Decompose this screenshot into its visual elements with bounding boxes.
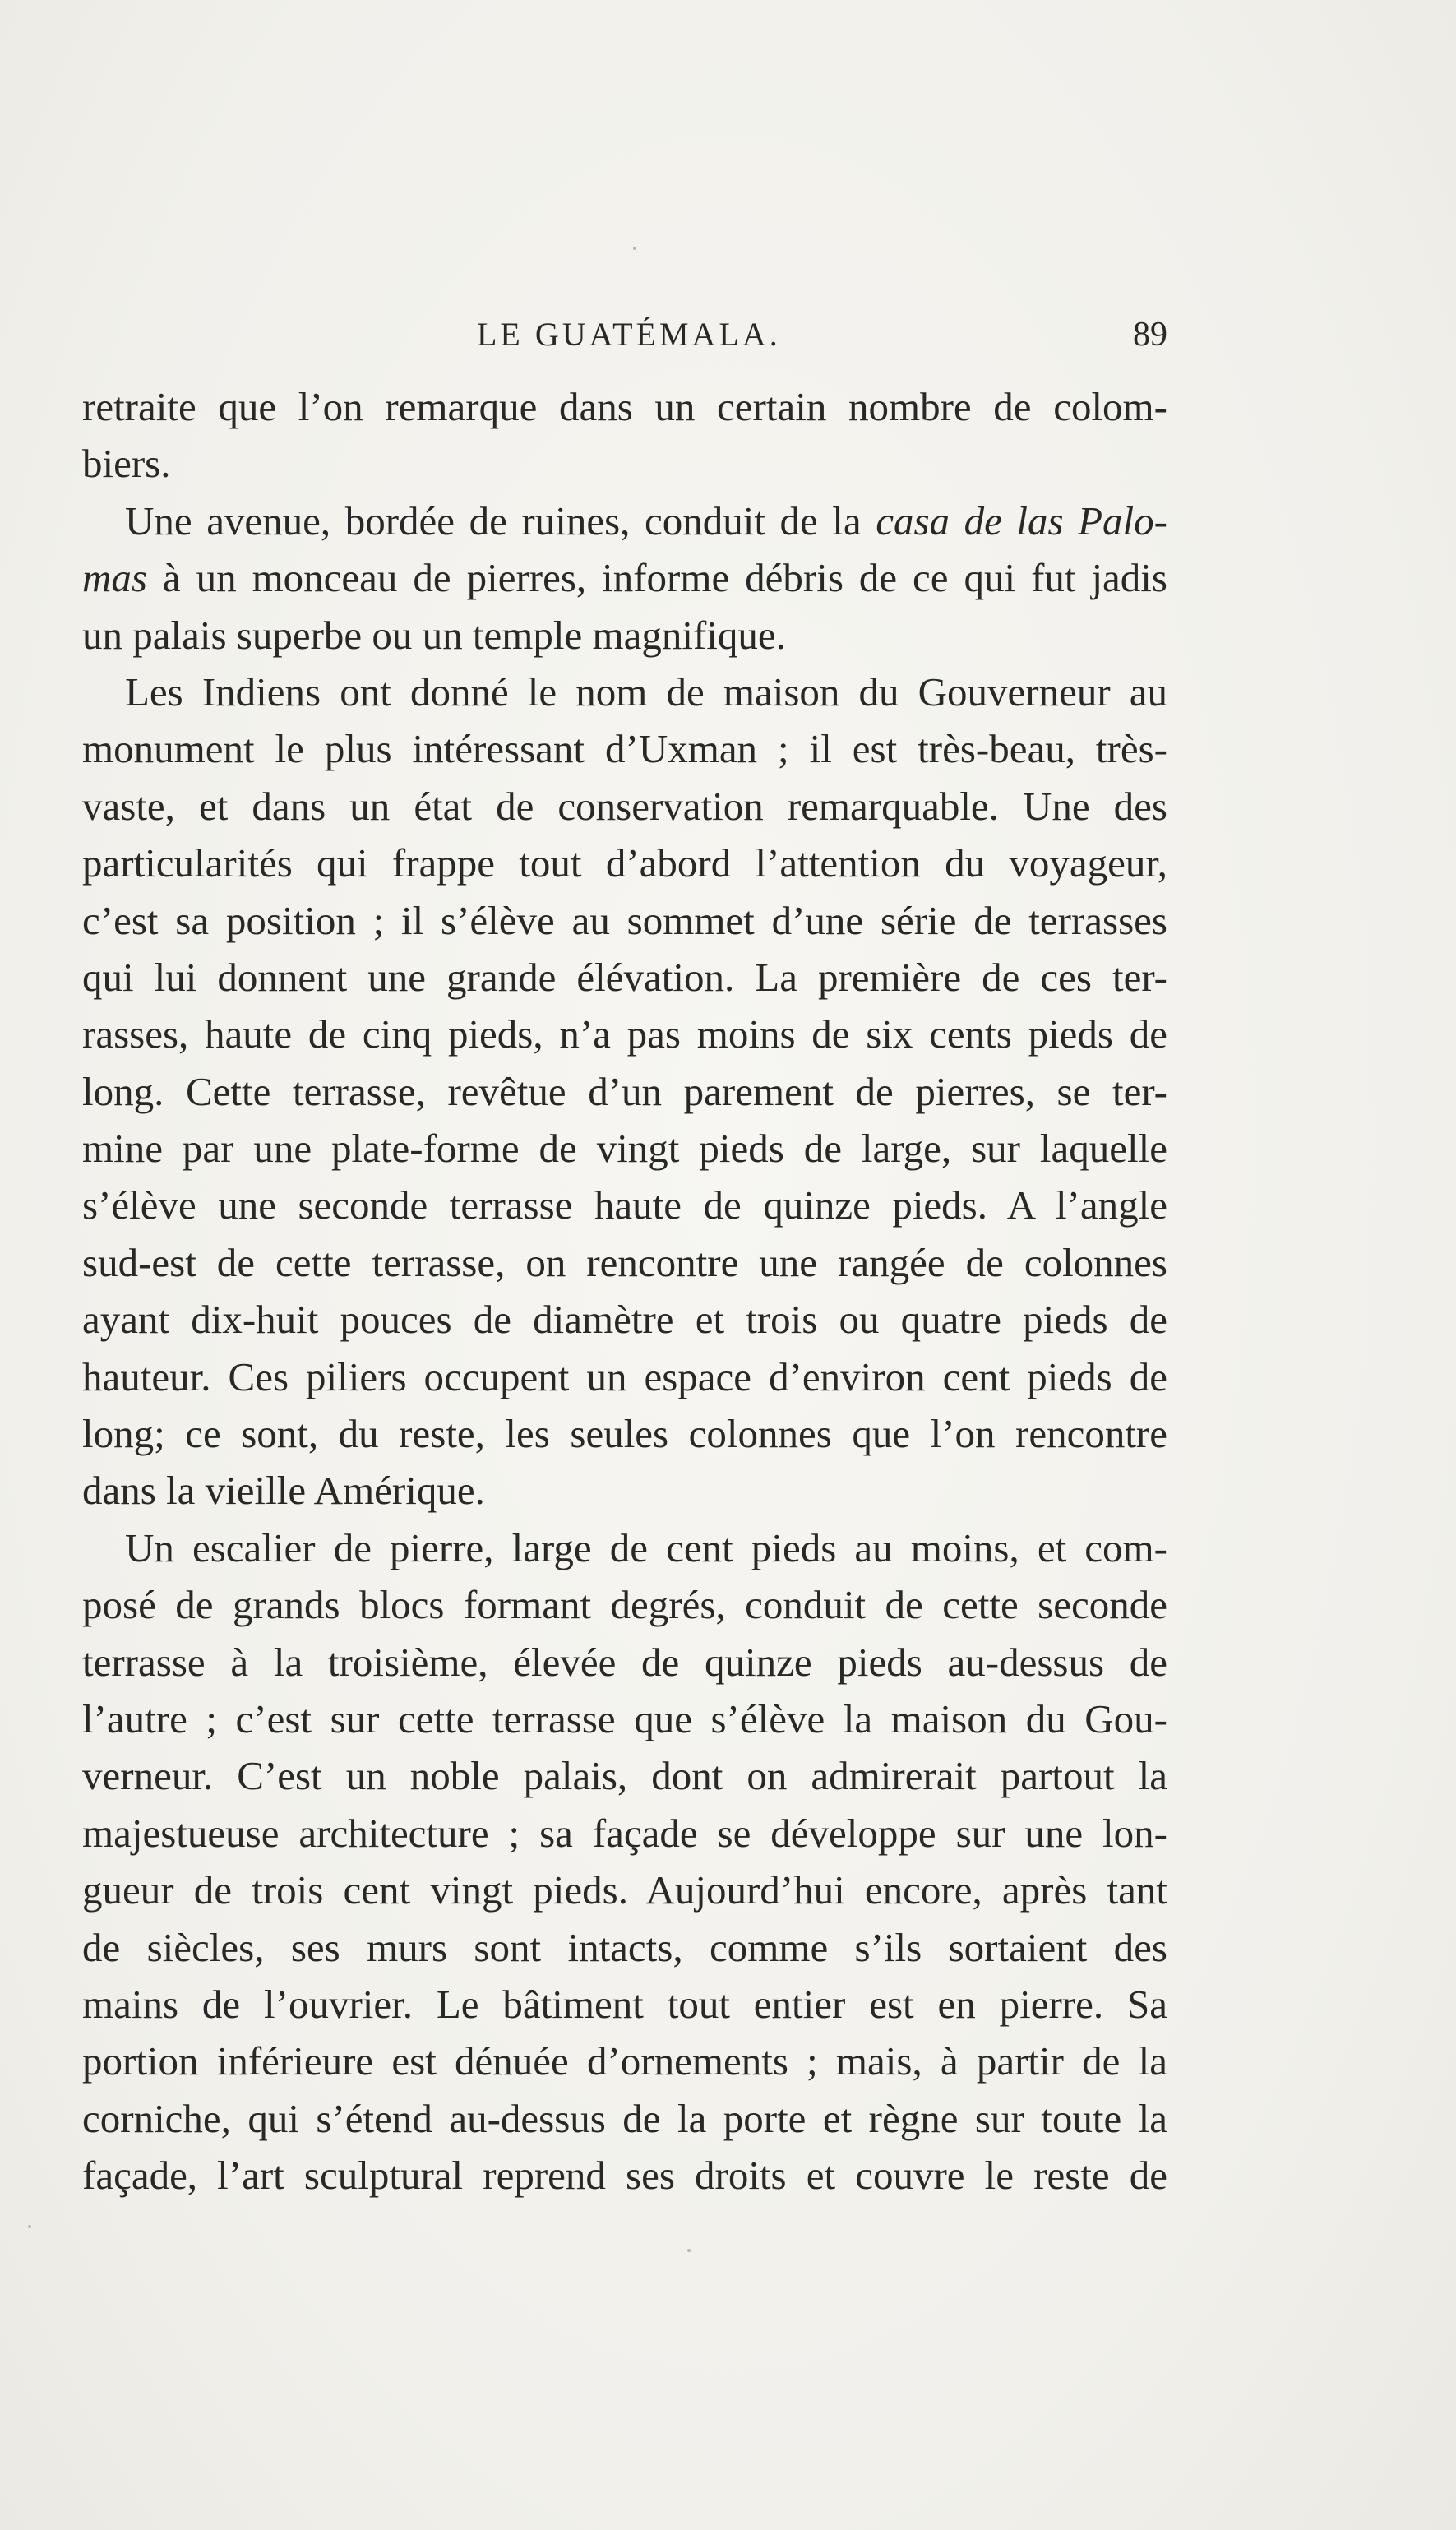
text-line: Les Indiens ont donné le nom de maison du Gouverneur au: [125, 668, 1167, 715]
text-line: c’est sa position ; il s’élève au sommet d’une série de terrasses: [82, 897, 1167, 943]
running-head: [82, 306, 1167, 363]
text-segment: Une avenue, bordée de ruines, conduit de la: [125, 497, 876, 543]
text-line: façade, l’art sculptural reprend ses droits et couvre le reste de: [82, 2153, 1167, 2199]
text-line: dans la vieille Amérique.: [82, 1468, 485, 1514]
text-line: Un escalier de pierre, large de cent pieds au moins, et com-: [125, 1524, 1167, 1570]
text-line: biers.: [82, 441, 171, 487]
text-line: sud-est de cette terrasse, on rencontre une rangée de colonnes: [82, 1239, 1167, 1285]
text-segment: à un monceau de pierres, informe débris de ce qui fut jadis: [146, 555, 1167, 601]
text-line: portion inférieure est dénuée d’ornements ; mais, à partir de la: [82, 2038, 1167, 2084]
text-line: [82, 549, 1167, 606]
text-line: posé de grands blocs formant degrés, conduit de cette seconde: [82, 1582, 1167, 1628]
paper-speck: [687, 2249, 691, 2252]
text-line: vaste, et dans un état de conservation remarquable. Une des: [82, 783, 1167, 829]
text-line: mine par une plate-forme de vingt pieds de large, sur laquelle: [82, 1126, 1167, 1172]
text-line: rasses, haute de cinq pieds, n’a pas moins de six cents pieds de: [82, 1011, 1167, 1057]
running-title: LE GUATÉMALA.: [477, 316, 781, 353]
text-line: majestueuse architecture ; sa façade se développe sur une lon-: [82, 1810, 1167, 1856]
paper-speck: [28, 2225, 31, 2228]
text-line: gueur de trois cent vingt pieds. Aujourd’hui encore, après tant: [82, 1867, 1167, 1913]
text-line: verneur. C’est un noble palais, dont on admirerait partout la: [82, 1753, 1167, 1799]
page-number: 89: [1133, 316, 1167, 354]
text-line: un palais superbe ou un temple magnifique.: [82, 612, 786, 658]
text-line: qui lui donnent une grande élévation. La première de ces ter-: [82, 954, 1167, 1000]
italic-place-name-end: mas: [82, 555, 147, 601]
text-line: hauteur. Ces piliers occupent un espace d’environ cent pieds de: [82, 1353, 1167, 1399]
text-line: long; ce sont, du reste, les seules colonnes que l’on rencontre: [82, 1411, 1167, 1457]
text-line: l’autre ; c’est sur cette terrasse que s’élève la maison du Gou-: [82, 1695, 1167, 1741]
paper-speck: [633, 247, 636, 250]
body-text: [82, 378, 1167, 2204]
text-line: corniche, qui s’étend au-dessus de la porte et règne sur toute la: [82, 2095, 1167, 2141]
text-line: mains de l’ouvrier. Le bâtiment tout entier est en pierre. Sa: [82, 1981, 1167, 2027]
text-line: [82, 493, 1167, 549]
italic-place-name: casa de las Palo-: [876, 497, 1167, 543]
text-line: terrasse à la troisième, élevée de quinze pieds au-dessus de: [82, 1639, 1167, 1685]
text-line: monument le plus intéressant d’Uxman ; il est très-beau, très-: [82, 726, 1167, 772]
text-line: long. Cette terrasse, revêtue d’un parement de pierres, se ter-: [82, 1068, 1167, 1114]
text-line: retraite que l’on remarque dans un certain nombre de colom-: [82, 384, 1167, 429]
text-line: ayant dix-huit pouces de diamètre et trois ou quatre pieds de: [82, 1297, 1167, 1343]
text-line: s’élève une seconde terrasse haute de quinze pieds. A l’angle: [82, 1182, 1167, 1228]
text-line: de siècles, ses murs sont intacts, comme s’ils sortaient des: [82, 1924, 1167, 1970]
text-line: particularités qui frappe tout d’abord l’attention du voyageur,: [82, 840, 1167, 886]
